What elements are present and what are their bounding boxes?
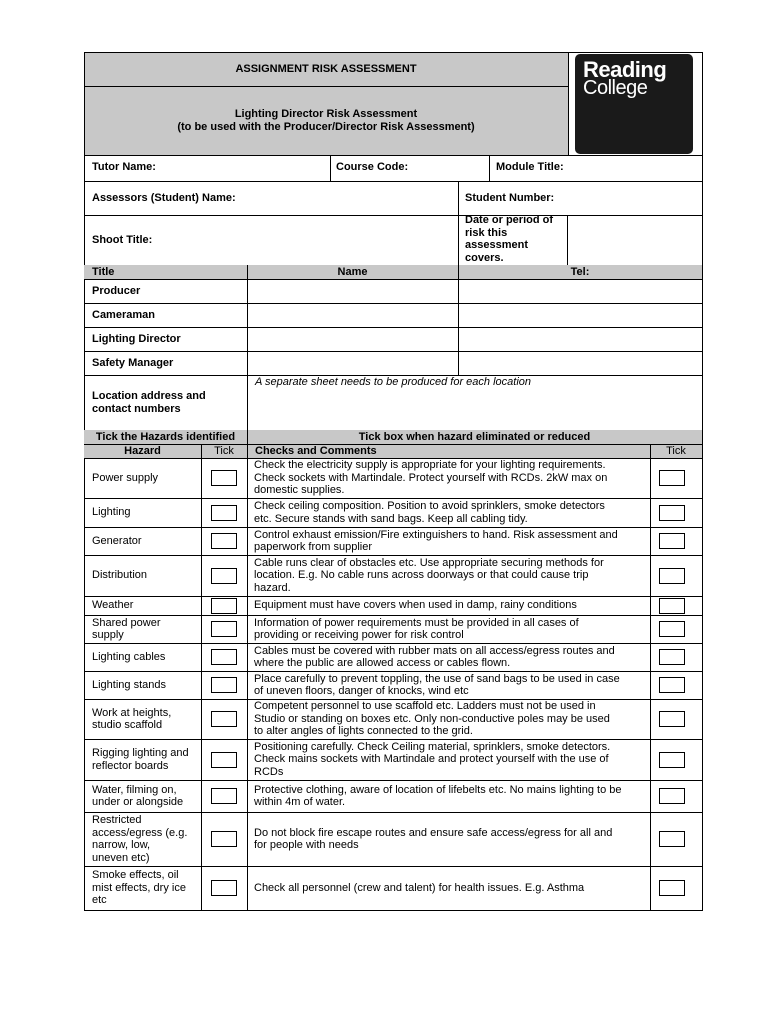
hazard-identified-checkbox[interactable] [211,505,237,521]
crew-role-label: Lighting Director [92,333,181,345]
hazard-checks-text: within 4m of water. [254,796,346,808]
rule-line [247,265,248,431]
hazards-header-left: Tick the Hazards identified [95,431,236,443]
hazard-identified-checkbox[interactable] [211,568,237,584]
hazard-checks-text: Equipment must have covers when used in damp, rainy conditions [254,599,577,612]
hazard-checks-text: Check the electricity supply is appropriate for your lighting requirements. [254,459,606,472]
hazard-identified-checkbox[interactable] [211,831,237,847]
hazard-checks-text: Check ceiling composition. Position to avoid sprinklers, smoke detectors [254,500,605,512]
shoot-title-label: Shoot Title: [92,234,153,246]
hazard-identified-checkbox[interactable] [211,677,237,693]
hazard-checks-text: Check mains sockets with Martindale and protect yourself with the use of [254,753,609,766]
hazard-checks-text: Check sockets with Martindale. Protect yourself with RCDs. 2kW max on [254,471,608,484]
hazard-identified-checkbox[interactable] [211,533,237,549]
course-code-label: Course Code: [336,161,409,173]
hazard-eliminated-checkbox[interactable] [659,505,685,521]
hazard-eliminated-checkbox[interactable] [659,788,685,804]
hazard-checks-text: Cable runs clear of obstacles etc. Use appropriate securing methods for [254,556,604,569]
module-title-label: Module Title: [496,161,564,173]
hazard-eliminated-checkbox[interactable] [659,621,685,637]
hazard-checks-text: Protective clothing, aware of location of lifebelts etc. No mains lighting to be [254,783,622,796]
rule-line [330,155,331,182]
hazard-identified-checkbox[interactable] [211,598,237,614]
hazard-checks-text: domestic supplies. [254,484,345,497]
hazard-checks-text: hazard. [254,581,291,594]
hazard-checks-text: of uneven floors, danger of knocks, wind etc [254,685,469,697]
hazard-checks-text: for people with needs [254,839,359,851]
form-subtitle: (to be used with the Producer/Director Risk Assessment) [177,121,475,133]
hazard-label: Work at heights, [92,706,172,719]
tick-col-label: Tick [666,445,686,457]
hazard-identified-checkbox[interactable] [211,711,237,727]
hazard-eliminated-checkbox[interactable] [659,831,685,847]
rule-line [84,181,703,182]
hazard-checks-text: Do not block fire escape routes and ensure safe access/egress for all and [254,826,613,839]
crew-col-title: Title [92,266,115,278]
hazard-checks-text: Information of power requirements must be provided in all cases of [254,616,579,629]
hazard-checks-text: Cables must be covered with rubber mats on all access/egress routes and [254,644,615,657]
rule-line [84,279,703,280]
hazard-label: studio scaffold [92,719,163,731]
hazard-checks-text: paperwork from supplier [254,541,372,553]
hazard-checks-text: location. E.g. No cable runs across doorways or that could cause trip [254,569,589,582]
rule-line [84,910,703,911]
hazard-eliminated-checkbox[interactable] [659,568,685,584]
date-period-label: covers. [465,251,504,264]
student-number-label: Student Number: [465,192,555,204]
hazard-identified-checkbox[interactable] [211,621,237,637]
rule-line [458,181,459,266]
hazard-label: Lighting [92,506,131,519]
rule-line [84,327,703,328]
crew-col-name: Name [337,266,368,278]
hazard-label: Water, filming on, [92,783,177,796]
hazard-checks-text: Control exhaust emission/Fire extinguishers to hand. Risk assessment and [254,528,618,541]
hazard-checks-text: RCDs [254,765,284,778]
hazard-label: Rigging lighting and [92,747,189,759]
checks-col-label: Checks and Comments [255,445,377,457]
hazard-checks-text: providing or receiving power for risk control [254,629,464,641]
hazard-checks-text: Place carefully to prevent toppling, the use of sand bags to be used in case [254,672,620,685]
hazard-label: narrow, low, [92,839,151,851]
logo-text: College [583,77,648,99]
hazard-label: under or alongside [92,796,184,808]
hazard-checks-text: Studio or standing on boxes etc. Only non-conductive poles may be used [254,712,610,725]
location-note: A separate sheet needs to be produced for each location [255,376,532,388]
form-subtitle: Lighting Director Risk Assessment [234,108,418,120]
hazard-eliminated-checkbox[interactable] [659,752,685,768]
hazard-label: Lighting cables [92,650,166,663]
hazard-label: Shared power [92,616,161,629]
hazard-eliminated-checkbox[interactable] [659,533,685,549]
hazard-eliminated-checkbox[interactable] [659,470,685,486]
location-label: Location address and [92,390,206,402]
hazard-identified-checkbox[interactable] [211,752,237,768]
hazard-label: Lighting stands [92,678,166,691]
hazard-identified-checkbox[interactable] [211,649,237,665]
hazard-label: Power supply [92,471,159,484]
hazard-identified-checkbox[interactable] [211,788,237,804]
hazard-label: uneven etc) [92,851,150,864]
hazard-eliminated-checkbox[interactable] [659,711,685,727]
hazard-label: Generator [92,534,142,547]
hazard-checks-text: etc. Secure stands with sand bags. Keep all cabling tidy. [254,512,528,525]
hazard-label: Smoke effects, oil [92,869,179,882]
crew-col-tel: Tel: [570,266,590,278]
rule-line [84,86,569,87]
hazard-label: reflector boards [92,759,169,772]
hazard-label: mist effects, dry ice [92,881,186,894]
hazards-header-right: Tick box when hazard eliminated or reduced [358,431,591,443]
hazard-checks-text: to alter angles of lights connected to the grid. [254,725,473,738]
hazard-eliminated-checkbox[interactable] [659,880,685,896]
hazard-eliminated-checkbox[interactable] [659,677,685,693]
logo-text: Reading [583,57,667,82]
hazard-eliminated-checkbox[interactable] [659,649,685,665]
rule-line [567,215,568,266]
hazard-identified-checkbox[interactable] [211,470,237,486]
rule-line [84,351,703,352]
rule-line [568,52,569,156]
hazard-label: Weather [92,599,134,612]
hazard-label: supply [92,629,124,641]
crew-role-label: Producer [92,285,141,297]
location-label: contact numbers [92,403,181,415]
date-period-label: Date or period of [465,214,554,226]
rule-line [84,303,703,304]
crew-role-label: Cameraman [92,309,155,321]
hazard-col-label: Hazard [124,445,161,457]
hazard-eliminated-checkbox[interactable] [659,598,685,614]
rule-line [458,265,459,376]
rule-line [84,52,703,53]
hazard-checks-text: Positioning carefully. Check Ceiling material, sprinklers, smoke detectors. [254,740,611,753]
hazard-label: Distribution [92,569,148,582]
hazard-checks-text: where the public are allowed access or cables flown. [254,657,511,669]
rule-line [84,155,703,156]
hazard-label: Restricted [92,814,142,826]
crew-role-label: Safety Manager [92,357,174,369]
assessors-name-label: Assessors (Student) Name: [92,192,236,204]
rule-line [489,155,490,182]
hazard-checks-text: Competent personnel to use scaffold etc. Ladders must not be used in [254,700,596,713]
hazard-checks-text: Check all personnel (crew and talent) for health issues. E.g. Asthma [254,881,585,894]
hazard-identified-checkbox[interactable] [211,880,237,896]
form-title: ASSIGNMENT RISK ASSESSMENT [235,63,417,75]
tutor-name-label: Tutor Name: [92,161,156,173]
rule-line [84,215,703,216]
tick-col-label: Tick [214,445,234,457]
date-period-label: assessment [465,239,528,251]
hazard-label: access/egress (e.g. [92,826,188,839]
hazard-label: etc [92,894,107,907]
date-period-label: risk this [465,226,508,239]
